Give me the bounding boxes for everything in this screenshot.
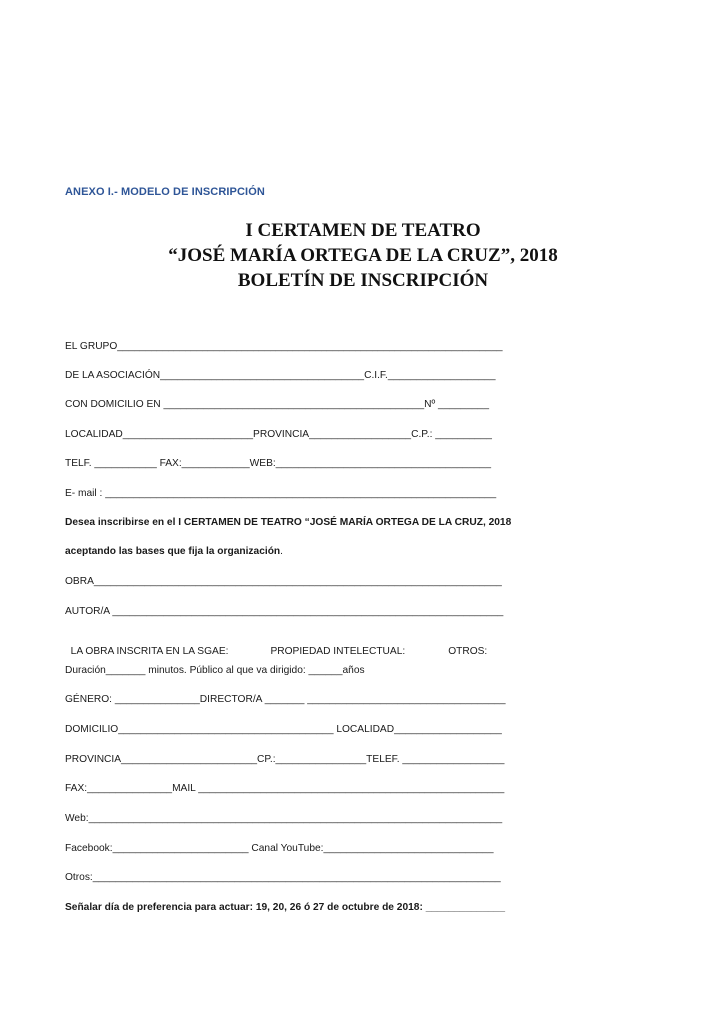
annex-heading: ANEXO I.- MODELO DE INSCRIPCIÓN xyxy=(65,186,265,198)
field-fax-mail[interactable]: FAX:_______________MAIL ______________________________________________________ xyxy=(65,783,505,794)
field-otros[interactable]: Otros:________________________________________________________________________ xyxy=(65,872,501,883)
field-dia-preferencia[interactable]: Señalar día de preferencia para actuar: 19, 20, 26 ó 27 de octubre de 2018: ______________ xyxy=(65,902,506,913)
option-propiedad-intelectual[interactable]: PROPIEDAD INTELECTUAL: xyxy=(270,646,406,657)
document-title xyxy=(0,218,724,293)
option-sgae[interactable]: LA OBRA INSCRITA EN LA SGAE: xyxy=(70,646,229,657)
sgae-row xyxy=(65,635,487,657)
statement-aceptando-dot: . xyxy=(280,546,283,557)
field-grupo[interactable]: EL GRUPO____________________________________________________________________ xyxy=(65,341,503,352)
statement-aceptando xyxy=(65,546,283,557)
field-asociacion[interactable]: DE LA ASOCIACIÓN____________________________________C.I.F.___________________ xyxy=(65,370,496,381)
field-domicilio-localidad[interactable]: DOMICILIO______________________________________ LOCALIDAD___________________ xyxy=(65,724,502,735)
field-provincia-cp-telef[interactable]: PROVINCIA________________________CP.:________________TELEF. __________________ xyxy=(65,754,505,765)
field-duracion[interactable]: Duración_______ minutos. Público al que va dirigido: ______años xyxy=(65,665,365,676)
field-telf-fax-web[interactable]: TELF. ___________ FAX:____________WEB:______________________________________ xyxy=(65,458,491,469)
option-otros[interactable]: OTROS: xyxy=(448,646,488,657)
title-line-3: BOLETÍN DE INSCRIPCIÓN xyxy=(237,270,489,291)
field-genero-director[interactable]: GÉNERO: _______________DIRECTOR/A _______ ___________________________________ xyxy=(65,694,506,705)
field-email[interactable]: E- mail : _____________________________________________________________________ xyxy=(65,488,497,499)
field-domicilio[interactable]: CON DOMICILIO EN ______________________________________________Nº _________ xyxy=(65,399,490,410)
field-obra[interactable]: OBRA________________________________________________________________________ xyxy=(65,576,502,587)
title-line-1: I CERTAMEN DE TEATRO xyxy=(245,220,481,241)
statement-aceptando-text: aceptando las bases que fija la organización xyxy=(65,546,281,557)
field-web[interactable]: Web:_________________________________________________________________________ xyxy=(65,813,503,824)
field-facebook-youtube[interactable]: Facebook:________________________ Canal YouTube:______________________________ xyxy=(65,843,494,854)
statement-desea: Desea inscribirse en el I CERTAMEN DE TEATRO “JOSÉ MARÍA ORTEGA DE LA CRUZ, 2018 xyxy=(65,517,512,528)
field-autor[interactable]: AUTOR/A _____________________________________________________________________ xyxy=(65,606,504,617)
title-line-2: “JOSÉ MARÍA ORTEGA DE LA CRUZ”, 2018 xyxy=(168,245,558,266)
field-localidad[interactable]: LOCALIDAD_______________________PROVINCIA__________________C.P.: __________ xyxy=(65,429,492,440)
